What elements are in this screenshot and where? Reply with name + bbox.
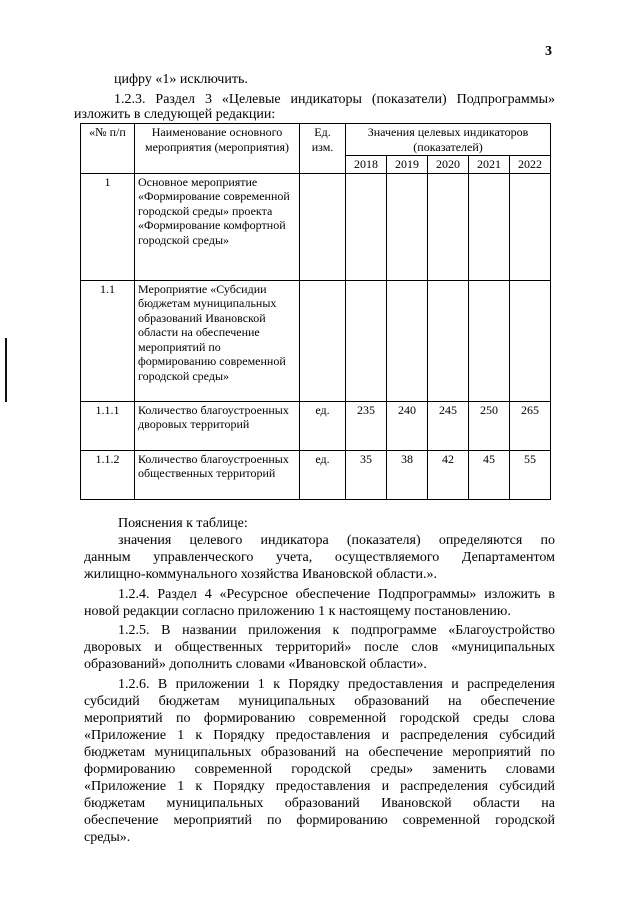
p126-line-1: 1.2.6. В приложении 1 к Порядку предоставления и распределения [118, 677, 555, 692]
p126-line-2: субсидий бюджетам муниципальных образований на обеспечение [84, 694, 555, 709]
row-value: 35 [346, 450, 387, 499]
scan-artifact-line [5, 338, 7, 402]
notes-line-3: жилищно-коммунального хозяйства Ивановской области.». [84, 567, 437, 582]
p126-line-9: обеспечение мероприятий по формированию современной городской [84, 813, 555, 828]
p125-line-1: 1.2.5. В названии приложения к подпрограмме «Благоустройство [118, 623, 555, 638]
p126-line-6: формированию современной городской среды» заменить словами [84, 762, 555, 777]
row-unit [300, 173, 346, 280]
row-value [469, 173, 510, 280]
p126-line-4: «Приложение 1 к Порядку предоставления и распределения субсидий [84, 728, 555, 743]
row-value: 245 [428, 401, 469, 450]
table-row [81, 401, 551, 450]
row-value [387, 280, 428, 401]
row-value: 55 [510, 450, 551, 499]
header-values: Значения целевых индикаторов (показателей) [346, 124, 551, 156]
p124-line-2: новой редакции согласно приложению 1 к настоящему постановлению. [84, 604, 511, 619]
header-unit: Ед. изм. [300, 124, 346, 174]
row-value [428, 280, 469, 401]
row-unit: ед. [300, 450, 346, 499]
row-name: Основное мероприятие «Формирование современной городской среды» проекта «Формирование комфортной городской среды» [135, 173, 300, 280]
row-name: Количество благоустроенных дворовых территорий [135, 401, 300, 450]
row-unit: ед. [300, 401, 346, 450]
header-year: 2020 [428, 156, 469, 174]
indicators-table [80, 123, 551, 500]
p126-line-3: мероприятий по формированию современной городской среды слова [84, 711, 555, 726]
row-value [510, 280, 551, 401]
row-name: Мероприятие «Субсидии бюджетам муниципальных образований Ивановской области на обеспечение мероприятий по формированию современной городской среды» [135, 280, 300, 401]
row-value: 45 [469, 450, 510, 499]
header-name: Наименование основного мероприятия (мероприятия) [135, 124, 300, 174]
p124-line-1: 1.2.4. Раздел 4 «Ресурсное обеспечение Подпрограммы» изложить в [118, 587, 555, 602]
row-num: 1 [81, 173, 135, 280]
table-row [81, 173, 551, 280]
header-year: 2018 [346, 156, 387, 174]
header-num: «№ п/п [81, 124, 135, 174]
intro-line-3: изложить в следующей редакции: [74, 107, 276, 122]
p126-line-10: среды». [84, 830, 131, 845]
intro-line-2: 1.2.3. Раздел 3 «Целевые индикаторы (показатели) Подпрограммы» [114, 92, 555, 107]
row-unit [300, 280, 346, 401]
row-value: 38 [387, 450, 428, 499]
notes-heading: Пояснения к таблице: [118, 516, 248, 531]
table-row [81, 450, 551, 499]
p126-line-5: бюджетам муниципальных образований на обеспечение мероприятий по [84, 745, 555, 760]
row-value: 250 [469, 401, 510, 450]
p126-line-8: бюджетам муниципальных образований Ивановской области на [84, 796, 555, 811]
notes-line-2: данным управленческого учета, осуществляемого Департаментом [84, 550, 555, 565]
row-value [346, 173, 387, 280]
p126-line-7: «Приложение 1 к Порядку предоставления и распределения субсидий [84, 779, 555, 794]
row-value: 265 [510, 401, 551, 450]
header-year: 2021 [469, 156, 510, 174]
row-value [387, 173, 428, 280]
page-number: 3 [545, 44, 552, 59]
table-row [81, 280, 551, 401]
row-value [346, 280, 387, 401]
row-value [428, 173, 469, 280]
row-num: 1.1.1 [81, 401, 135, 450]
row-num: 1.1 [81, 280, 135, 401]
p125-line-3: образований» дополнить словами «Ивановской области». [84, 657, 427, 672]
row-name: Количество благоустроенных общественных территорий [135, 450, 300, 499]
row-value: 42 [428, 450, 469, 499]
intro-line-1: цифру «1» исключить. [114, 72, 248, 87]
notes-line-1: значения целевого индикатора (показателя) определяются по [118, 533, 555, 548]
row-num: 1.1.2 [81, 450, 135, 499]
p125-line-2: дворовых и общественных территорий» после слов «муниципальных [84, 640, 555, 655]
row-value: 235 [346, 401, 387, 450]
row-value [469, 280, 510, 401]
header-year: 2022 [510, 156, 551, 174]
row-value [510, 173, 551, 280]
row-value: 240 [387, 401, 428, 450]
header-year: 2019 [387, 156, 428, 174]
